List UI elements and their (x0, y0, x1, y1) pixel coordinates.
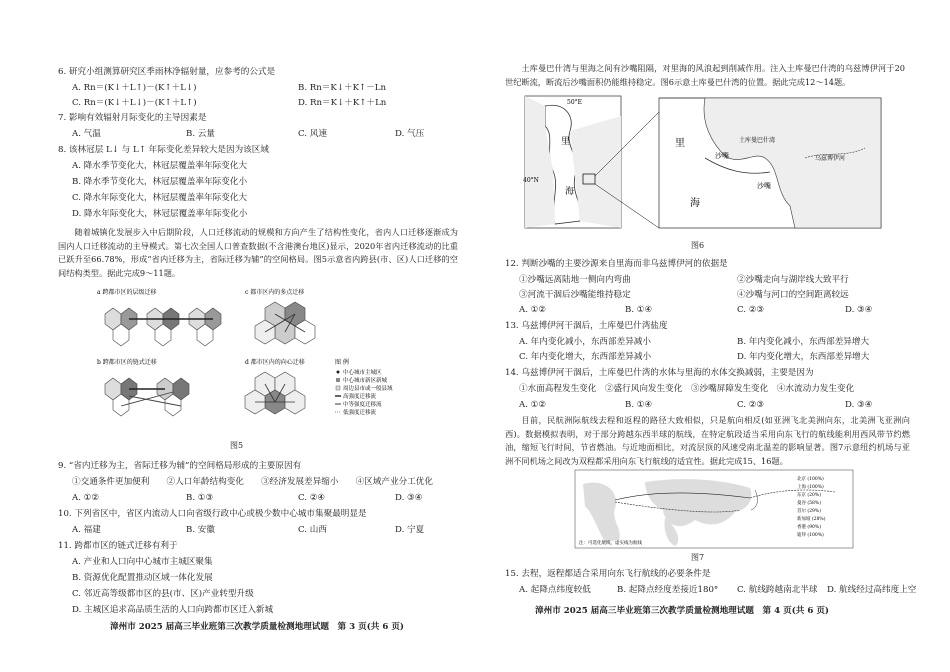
fig5-caption: 图5 (230, 441, 244, 450)
svg-text:迪拜 (100%): 迪拜 (100%) (797, 533, 824, 538)
q7-option-b: B. 云量 (186, 129, 215, 139)
q7-option-a: A. 气温 (72, 129, 101, 139)
q9-stem: 9. “省内迁移为主，省际迁移为辅”的空间格局形成的主要原因有 (58, 461, 302, 471)
q14-stem: 14. 乌兹博伊河干涸后，土库曼巴什湾的水体与里海的水体交换减弱，主要是因为 (505, 368, 814, 378)
fig7-caption: 图7 (691, 553, 705, 562)
fig6-bay-label: 土库曼巴什湾 (739, 137, 776, 144)
fig6-main-li: 里 (675, 138, 685, 149)
q13-option-d: D. 年内变化增大，东西部差异增大 (737, 352, 870, 362)
fig5-panel-a-label: a 跨都市区的层级迁移 (97, 289, 157, 296)
fig6-inset-li: 里 (561, 137, 571, 147)
figure-6 (525, 96, 885, 234)
q8-option-a: A. 降水季节变化大，林冠层覆盖率年际变化大 (72, 161, 247, 171)
q10-option-a: A. 福建 (72, 525, 101, 535)
fig6-caption: 图6 (691, 241, 705, 250)
fig5-panel-b (105, 378, 189, 416)
svg-text:上海 (100%): 上海 (100%) (797, 485, 824, 490)
q14-items: ①水面高程发生变化 ②盛行风向发生变化 ③沙嘴屏障发生变化 ④水流动力发生变化 (519, 384, 855, 394)
q8-stem: 8. 该林冠层 L↓ 与 L↑ 年际变化差异较大是因为该区域 (58, 145, 269, 155)
svg-text:香港 (90%): 香港 (90%) (797, 525, 821, 530)
q8-option-d: D. 降水年际变化大，林冠层覆盖率年际变化小 (72, 209, 248, 219)
passage-9-11: 随着城镇化发展步入中后期阶段，人口迁移流动的规模和方向产生了结构性变化，省内人口迁移逐渐成为国内人口迁移流动的主导模式。第七次全国人口普查数据(不含港澳台地区)显示，2020年省内迁移流动的比重已跃升至66.78%，形成“省内迁移为主，省际迁移为辅”的空间格局。图5示意省内跨县(市、区)人口迁移的空间结构类型。据此完成9～11题。 (58, 227, 458, 278)
svg-text:周边县市或一般县域: 周边县市或一般县域 (343, 386, 393, 392)
figure-5 (95, 286, 395, 436)
q6-option-d: D. Rn＝K↓＋K↑＋Ln (298, 98, 387, 108)
fig6-main-hai: 海 (690, 198, 700, 209)
fig6-lon-label: 50°E (567, 99, 583, 106)
q9-option-b: B. ①③ (186, 493, 214, 503)
q12-option-b: B. ①④ (625, 305, 653, 315)
svg-text:中心城市主城区: 中心城市主城区 (343, 370, 382, 376)
fig7-note: 注：可选化航线，虚实线为航线 (579, 541, 642, 546)
q8-option-c: C. 降水年际变化大，林冠层覆盖率年际变化大 (72, 193, 248, 203)
fig5-panel-b-label: b 跨都市区的链式迁移 (97, 359, 157, 366)
passage-15-16: 目前，民航洲际航线去程和返程的路径大致相似，只是航向相反(如亚洲飞北美洲向东，北美洲飞亚洲向西)。数据模拟表明，对于部分跨越东西半球的航线，在特定航段适当采用向东飞行的航线能利用西风带节约燃油，缩短飞行时间，节省燃油。与近地面相比，对流层顶的风速受南北温差的影响显著。图7示意纽约机场与亚洲不同机场之间改为双程都采用向东飞行航线的适宜性。据此完成15、16题。 (505, 415, 910, 466)
q14-option-b: B. ①④ (625, 400, 653, 410)
q15-option-d: D. 航线经过高纬度上空 (827, 585, 917, 595)
q12-item-4: ④沙嘴与河口的空间距离较远 (737, 290, 849, 300)
fig5-panel-c (255, 302, 315, 344)
q6-option-b: B. Rn＝K↓＋K↑－Ln (298, 83, 387, 93)
q12-option-c: C. ②③ (737, 305, 765, 315)
passage-12-14: 土库曼巴什湾与里海之间有沙嘴阻隔，对里海的风浪起到削减作用。注入土库曼巴什湾的乌兹博伊河于20世纪断流，断流后沙嘴面积仍能维持稳定。图6示意土库曼巴什湾的位置。据此完成12～14题。 (505, 63, 905, 87)
q12-item-1: ①沙嘴远离陆地一侧向内弯曲 (519, 275, 631, 285)
q11-option-d: D. 主城区追求高品质生活的人口向跨都市区迁入新城 (72, 605, 274, 615)
svg-text:中等强度迁移流: 中等强度迁移流 (343, 402, 382, 408)
q15-option-c: C. 航线跨越南北半球 (737, 585, 818, 595)
svg-text:图 例: 图 例 (335, 359, 349, 366)
q9-items: ①交通条件更加便利 ②人口年龄结构变化 ③经济发展差异缩小 ④区域产业分工优化 (72, 477, 433, 487)
q11-stem: 11. 跨都市区的链式迁移有利于 (58, 541, 178, 551)
figure-7 (575, 470, 855, 550)
footer-page-4: 漳州市 2025 届高三毕业班第三次教学质量检测地理试题 第 4 页(共 6 页) (535, 606, 829, 616)
svg-text:低强度迁移流: 低强度迁移流 (343, 410, 377, 416)
q10-option-b: B. 安徽 (186, 525, 215, 535)
q14-option-a: A. ①② (519, 400, 547, 410)
q12-stem: 12. 判断沙嘴的主要沙源来自里海而非乌兹博伊河的依据是 (505, 259, 728, 269)
svg-text:曼谷 (58%): 曼谷 (58%) (797, 501, 821, 506)
q11-option-a: A. 产业和人口向中心城市主城区聚集 (72, 557, 213, 567)
q10-stem: 10. 下列省区中，省区内流动人口向省级行政中心或极少数中心城市集聚最明显是 (58, 509, 367, 519)
svg-text:首尔 (29%): 首尔 (29%) (797, 509, 821, 514)
fig6-lat-label: 40°N (523, 177, 539, 184)
fig6-inset-hai: 海 (565, 187, 575, 197)
q6-stem: 6. 研究小组测算研究区季雨林净辐射量，应参考的公式是 (58, 67, 276, 77)
q12-item-2: ②沙嘴走向与湖岸线大致平行 (737, 275, 849, 285)
fig6-spit-label-1: 沙嘴 (715, 152, 729, 160)
fig5-legend (335, 358, 393, 416)
q6-option-c: C. Rn＝(K↓＋L↓)－(K↑＋L↑) (72, 98, 197, 108)
q15-option-a: A. 起降点纬度较低 (519, 585, 591, 595)
svg-text:东京 (20%): 东京 (20%) (797, 493, 821, 498)
q13-option-a: A. 年内变化减小，东西部差异减小 (519, 337, 651, 347)
svg-text:新加坡 (28%): 新加坡 (28%) (797, 517, 826, 522)
q15-stem: 15. 去程，返程都适合采用向东飞行航线的必要条件是 (505, 569, 711, 579)
svg-text:高强度迁移流: 高强度迁移流 (343, 394, 377, 400)
q9-option-a: A. ①② (72, 493, 100, 503)
fig6-spit-label-2: 沙嘴 (757, 182, 771, 190)
q12-item-3: ③河流干涸后沙嘴能维持稳定 (519, 290, 631, 300)
q13-stem: 13. 乌兹博伊河干涸后，土库曼巴什湾盐度 (505, 321, 668, 331)
q7-option-c: C. 风速 (298, 129, 327, 139)
fig5-panel-a (105, 308, 221, 346)
q11-option-c: C. 邻近高等级都市区的县(市、区)产业转型升级 (72, 589, 254, 599)
q12-option-a: A. ①② (519, 305, 547, 315)
q8-option-b: B. 降水季节变化大，林冠层覆盖率年际变化小 (72, 177, 248, 187)
page-4 (475, 0, 950, 672)
svg-text:中心城市新区新城: 中心城市新区新城 (343, 378, 388, 384)
footer-page-3: 漳州市 2025 届高三毕业班第三次教学质量检测地理试题 第 3 页(共 6 页) (110, 622, 404, 632)
svg-text:北京 (100%): 北京 (100%) (797, 477, 824, 482)
q14-option-c: C. ②③ (737, 400, 765, 410)
q15-option-b: B. 起降点经度差接近180° (617, 585, 719, 595)
fig5-panel-d-label: d 都市区内的向心迁移 (245, 359, 305, 366)
q12-option-d: D. ③④ (845, 305, 873, 315)
q14-option-d: D. ③④ (845, 400, 873, 410)
q11-option-b: B. 资源优化配置推动区域一体化发展 (72, 573, 213, 583)
q10-option-d: D. 宁夏 (395, 525, 425, 535)
q9-option-c: C. ②④ (298, 493, 326, 503)
fig6-river-label: 乌兹博伊河 (815, 155, 846, 162)
q13-option-c: C. 年内变化增大，东西部差异减小 (519, 352, 652, 362)
fig5-panel-c-label: c 都市区内的多点迁移 (245, 289, 305, 296)
q7-option-d: D. 气压 (395, 129, 425, 139)
q6-option-a: A. Rn＝(K↓＋L↑)－(K↑＋L↓) (72, 83, 197, 93)
q9-option-d: D. ③④ (395, 493, 423, 503)
q10-option-c: C. 山西 (298, 525, 327, 535)
q7-stem: 7. 影响有效辐射月际变化的主导因素是 (58, 113, 207, 123)
fig5-panel-d (245, 372, 305, 414)
q13-option-b: B. 年内变化减小，东西部差异增大 (737, 337, 870, 347)
